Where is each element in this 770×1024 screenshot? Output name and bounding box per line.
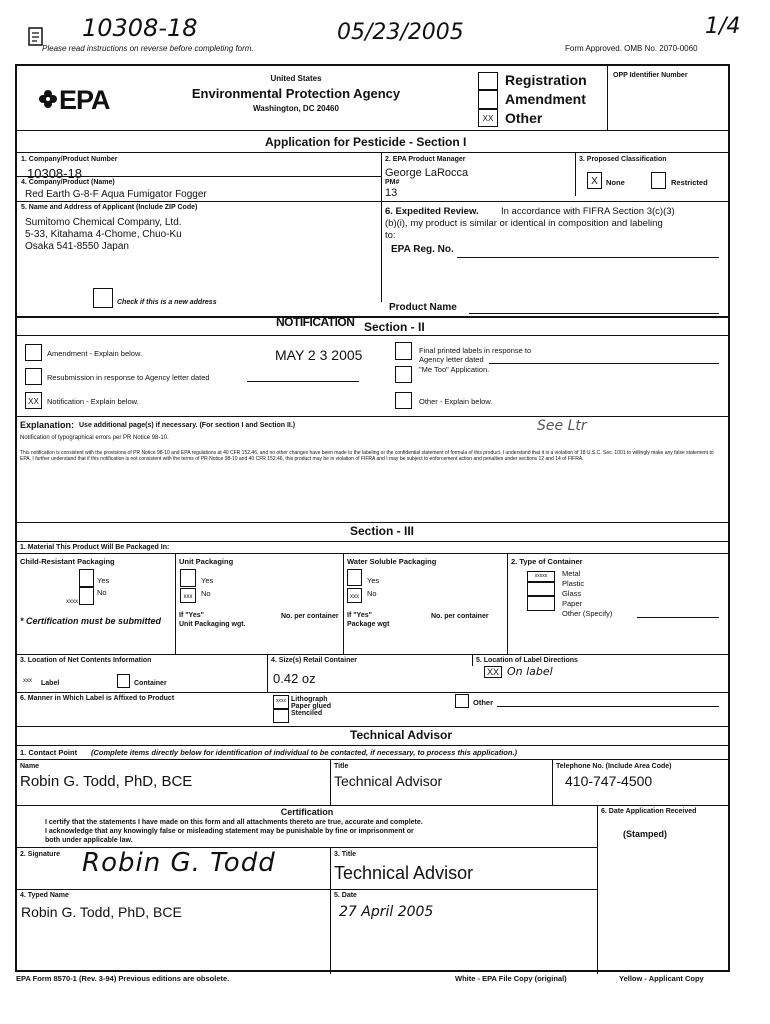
unit-packaging-no-label: No [201,589,211,598]
container-metal-label: Metal [562,569,581,578]
pm-number[interactable]: 13 [385,187,398,199]
net-contents-label-option: Label [41,680,60,687]
contact-point-hint: (Complete items directly below for identification of individual to be contacted, if necessary, to process this application.) [91,748,518,757]
child-resistant-no-checkbox[interactable] [79,587,94,605]
expedited-text-3: to: [385,230,396,241]
amendment-label: Amendment [505,91,586,107]
unit-packaging-yes-label: Yes [201,576,214,585]
paper-glued-checkbox[interactable] [273,709,289,723]
product-name[interactable]: Red Earth G-8-F Aqua Fumigator Fogger [25,189,207,200]
net-contents-container-checkbox[interactable] [117,674,130,688]
date-field-label: 5. Date [334,892,357,899]
handwritten-number: 10308-18 [82,14,198,42]
agency-letter-label: Agency letter dated [419,355,484,364]
unit-if-yes-label: If "Yes" [179,612,204,619]
contact-name-label: Name [20,763,40,770]
applicant-address-label: 5. Name and Address of Applicant (Include ZIP Code) [21,204,198,211]
registration-checkbox[interactable] [478,72,498,90]
water-soluble-no-label: No [367,589,377,598]
container-other-label: Other (Specify) [562,609,613,618]
container-plastic-label: Plastic [562,579,585,588]
address-line-1[interactable]: Sumitomo Chemical Company, Ltd. [25,217,182,228]
classification-restricted-checkbox[interactable] [651,172,666,189]
classification-none-checkbox[interactable]: X [587,172,602,189]
section-2-title: Section - II [364,320,425,334]
handwritten-scribble: See Ltr [537,418,587,434]
retail-size-label: 4. Size(s) Retail Container [271,657,357,664]
unit-packaging-yes-checkbox[interactable] [180,569,196,587]
unit-no-per-container-label: No. per container [281,613,339,620]
typed-name[interactable]: Robin G. Todd, PhD, BCE [21,904,182,920]
label-manner-label: 6. Manner in Which Label is Affixed to Product [20,695,175,702]
net-contents-mark: xxx [23,678,32,684]
child-resistant-mark: xxxx [66,599,78,605]
amendment-checkbox[interactable] [478,90,498,109]
new-address-checkbox[interactable] [93,288,113,308]
explanation-hint: Use additional page(s) if necessary. (For section I and Section II.) [79,422,296,429]
other-explain-label: Other - Explain below. [419,397,493,406]
section-3-title: Section - III [350,524,415,538]
notification-checkbox[interactable]: XX [25,392,42,409]
lithograph-checkbox[interactable]: xxxx [273,695,289,709]
unit-packaging-weight-label: Unit Packaging wgt. [179,621,246,628]
yellow-copy-note: Yellow - Applicant Copy [619,974,704,983]
classification-label: 3. Proposed Classification [579,156,667,163]
container-paper-label: Paper [562,599,583,608]
section-4-title: Technical Advisor [350,728,453,742]
child-resistant-yes-checkbox[interactable] [79,569,94,587]
white-copy-note: White - EPA File Copy (original) [455,974,567,983]
manner-other-checkbox[interactable] [455,694,469,708]
product-name-label: 4. Company/Product (Name) [21,179,115,186]
retail-size[interactable]: 0.42 oz [273,671,316,686]
stamped-label: (Stamped) [623,829,668,839]
handwritten-date: 05/23/2005 [337,20,464,45]
me-too-checkbox[interactable] [395,366,412,383]
container-glass-checkbox[interactable] [527,596,555,611]
agency-country: United States [270,74,322,83]
label-directions-checkbox[interactable]: XX [484,666,502,678]
expedited-title: 6. Expedited Review. [385,206,479,217]
contact-point-label: 1. Contact Point [20,748,78,757]
label-directions-value[interactable]: On label [507,665,553,678]
net-contents-label: 3. Location of Net Contents Information [20,657,152,664]
final-labels-checkbox[interactable] [395,342,412,360]
package-if-yes-label: If "Yes" [347,612,372,619]
certification-text-3: both under applicable law. [45,837,133,844]
manner-other-label: Other [473,698,494,707]
container-metal-checkbox[interactable]: xxxxx [527,571,555,582]
telephone[interactable]: 410-747-4500 [565,773,653,789]
epa-reg-no-label: EPA Reg. No. [391,244,454,255]
company-number-label: 1. Company/Product Number [21,156,118,163]
classification-none-label: None [606,178,625,187]
signature-label: 2. Signature [20,851,61,858]
manner-lithograph: Lithograph [291,696,328,703]
amendment-explain-label: Amendment - Explain below. [47,349,143,358]
water-soluble-yes-label: Yes [367,576,380,585]
water-soluble-label: Water Soluble Packaging [347,557,437,566]
registration-label: Registration [505,72,587,88]
container-type-label: 2. Type of Container [511,557,583,566]
contact-name[interactable]: Robin G. Todd, PhD, BCE [20,773,193,790]
amendment-explain-checkbox[interactable] [25,344,42,361]
final-labels-label: Final printed labels in response to [419,346,532,355]
agency-name: Environmental Protection Agency [191,86,401,101]
unit-packaging-label: Unit Packaging [179,557,234,566]
epa-flower-icon [37,88,59,110]
form-number: EPA Form 8570-1 (Rev. 3-94) Previous editions are obsolete. [16,974,230,983]
water-soluble-yes-checkbox[interactable] [347,569,362,586]
address-line-2[interactable]: 5-33, Kitahama 4-Chome, Chuo-Ku [25,229,182,240]
telephone-label: Telephone No. (Include Area Code) [556,763,672,770]
date-field[interactable]: 27 April 2005 [339,904,434,920]
child-resistant-yes-label: Yes [97,576,110,585]
container-glass-label: Glass [562,589,582,598]
label-directions-label: 5. Location of Label Directions [476,657,578,664]
explanation-text: Notification of typographical errors per PR Notice 98-10. [20,435,169,441]
date-stamp: MAY 2 3 2005 [275,347,363,363]
water-soluble-no-checkbox[interactable]: xxx [347,588,362,603]
title-field[interactable]: Technical Advisor [334,863,474,883]
expedited-text-2: (b)(i), my product is similar or identical in composition and labeling [385,218,663,229]
page-fraction: 1/4 [705,14,741,39]
manner-stenciled: Stenciled [291,710,323,717]
other-explain-checkbox[interactable] [395,392,412,409]
product-manager[interactable]: George LaRocca [385,167,469,179]
company-number[interactable]: 10308-18 [27,166,82,181]
package-weight-label: Package wgt [347,621,390,628]
packaged-in-label: 1. Material This Product Will Be Packaged In: [20,544,170,551]
contact-title-label: Title [334,763,349,770]
epa-logo: EPA [59,85,110,115]
me-too-label: "Me Too" Application. [419,365,490,374]
product-manager-label: 2. EPA Product Manager [385,156,466,163]
certification-text-2: I acknowledge that any knowingly false or misleading statement may be punishable by fine or imprisonment or [45,828,414,835]
package-no-per-container-label: No. per container [431,613,489,620]
unit-packaging-no-checkbox[interactable]: xxx [180,588,196,603]
other-label: Other [505,110,543,126]
agency-address: Washington, DC 20460 [253,104,339,113]
expedited-text-1: In accordance with FIFRA Section 3(c)(3) [501,206,675,217]
other-checkbox[interactable]: XX [478,109,498,127]
typed-name-label: 4. Typed Name [20,892,69,899]
manner-paper-glued: Paper glued [291,703,332,710]
signature[interactable]: Robin G. Todd [82,848,276,878]
product-name-field-label: Product Name [389,302,457,313]
date-received-label: 6. Date Application Received [601,808,697,815]
instructions-note: Please read instructions on reverse before completing form. [42,44,254,53]
notification-label: Notification - Explain below. [47,397,139,406]
resubmission-checkbox[interactable] [25,368,42,385]
certification-note: * Certification must be submitted [20,616,162,626]
section-1-title: Application for Pesticide - Section I [265,135,467,149]
classification-restricted-label: Restricted [671,178,708,187]
certification-text-1: I certify that the statements I have made on this form and all attachments thereto are true, accurate and complete. [45,819,423,826]
new-address-label: Check if this is a new address [117,299,217,306]
omb-approval: Form Approved. OMB No. 2070-0060 [565,44,698,53]
title-field-label: 3. Title [334,851,357,858]
child-resistant-label: Child-Resistant Packaging [20,557,115,566]
epa-form [15,64,730,972]
container-plastic-checkbox[interactable] [527,582,555,596]
notification-stamp: NOTIFICATION [276,315,355,329]
net-contents-container-option: Container [134,680,167,687]
contact-title[interactable]: Technical Advisor [334,773,443,789]
certification-title: Certification [280,807,334,817]
opp-identifier-label: OPP Identifier Number [613,72,688,79]
pm-number-label: PM# [385,179,400,186]
child-resistant-no-label: No [97,588,107,597]
explanation-label: Explanation: [20,420,75,430]
address-line-3[interactable]: Osaka 541-8550 Japan [25,241,129,252]
explanation-note: This notification is consistent with the provisions of PR Notice 98-10 and EPA regulations at 40 CFR 152.46, and no other changes have been made to the labeling or the confidential statement of formula of this product. I understand that it is a violation of 18 U.S.C. Sec. 1001 to willingly make any false statement to EPA. I further understand that if this notification is not consistent with the terms of PR Notice 98-10 and 40 CFR 152.46, this product may be in violation of FIFRA and I may be subject to enforcement action and penalties under sections 12 and 14 of FIFRA. [20,450,714,462]
resubmission-label: Resubmission in response to Agency letter dated [47,373,210,382]
